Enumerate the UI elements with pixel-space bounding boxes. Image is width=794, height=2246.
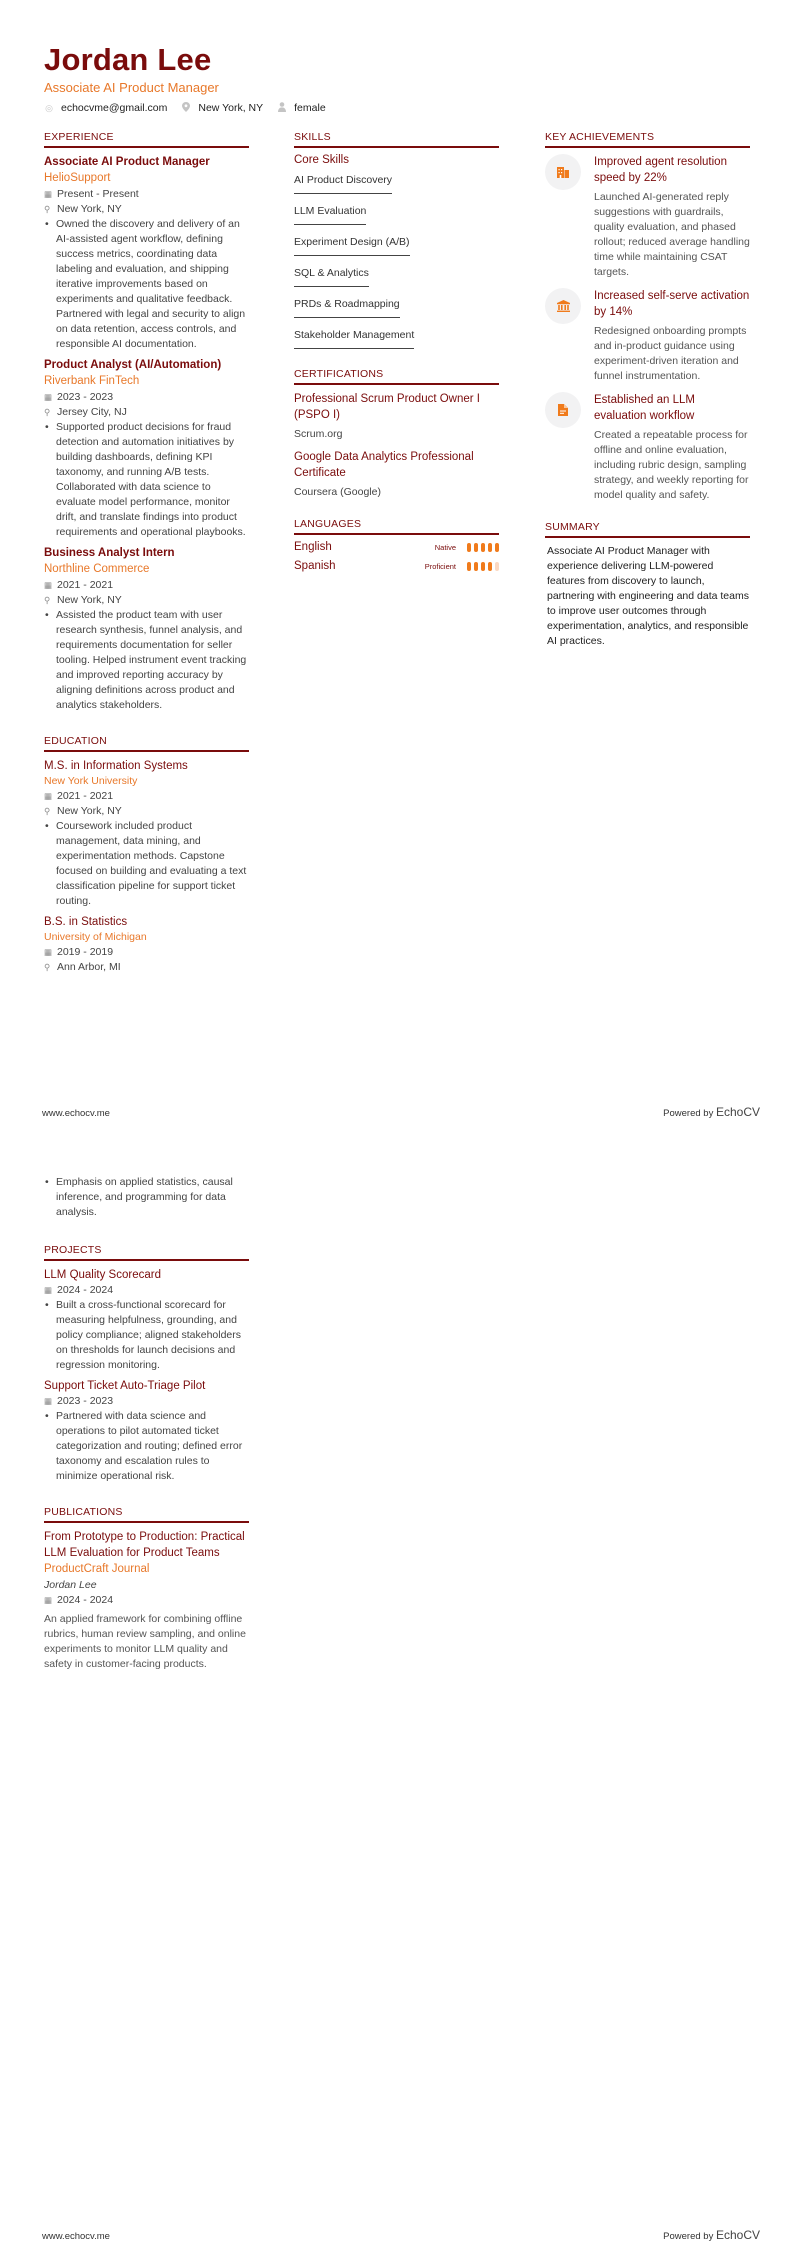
job-description: • Owned the discovery and delivery of an AI-assisted agent workflow, defining success metrics, coordinating data labeling and evaluation, and shipping iterative improvements based on experiments and qualitative feedback. Partnered with legal and security to align on data retention, access controls, and responsible AI documentation. <box>44 217 249 352</box>
calendar-icon: ▦ <box>44 791 53 801</box>
calendar-icon: ▦ <box>44 189 53 199</box>
achievement-description: Created a repeatable process for offline and online evaluation, including rubric design, sampling strategy, and weekly reporting for model quality and safety. <box>594 429 749 501</box>
edu-location: Ann Arbor, MI <box>57 961 121 973</box>
education-item <box>44 758 249 909</box>
job-dates: Present - Present <box>57 188 139 200</box>
contact-email[interactable]: ◎ echocvme@gmail.com <box>45 102 168 114</box>
section-heading-experience: EXPERIENCE <box>44 131 249 148</box>
footer-site-link[interactable]: www.echocv.me <box>42 2231 110 2242</box>
publication-dates: 2024 - 2024 <box>57 1594 114 1606</box>
language-name: Spanish <box>294 560 336 572</box>
calendar-icon: ▦ <box>44 1396 53 1406</box>
publication-author: Jordan Lee <box>44 1579 97 1591</box>
school-name: New York University <box>44 775 138 787</box>
project-description: • Partnered with data science and operations to pilot automated ticket categorization and routing; defined error taxonomy and escalation rules to minimize operational risk. <box>44 1409 249 1484</box>
project-title: LLM Quality Scorecard <box>44 1269 161 1281</box>
experience-item <box>44 545 249 713</box>
job-title: Associate AI Product Manager <box>44 156 210 168</box>
language-item <box>294 560 499 572</box>
publication-publisher: ProductCraft Journal <box>44 1563 150 1575</box>
company-name: HelioSupport <box>44 172 111 184</box>
map-pin-icon: ⚲ <box>44 806 51 816</box>
skill-item: LLM Evaluation <box>294 205 366 225</box>
certification-name: Professional Scrum Product Owner I (PSPO I) <box>294 393 480 421</box>
map-pin-icon: ⚲ <box>44 407 51 417</box>
experience-item <box>44 154 249 352</box>
project-title: Support Ticket Auto-Triage Pilot <box>44 1380 206 1392</box>
language-rating <box>464 543 499 552</box>
certification-name: Google Data Analytics Professional Certificate <box>294 451 474 479</box>
section-heading-languages: LANGUAGES <box>294 518 499 535</box>
company-name: Northline Commerce <box>44 563 150 575</box>
publication-title: From Prototype to Production: Practical LLM Evaluation for Product Teams <box>44 1531 245 1559</box>
document-icon <box>545 392 581 428</box>
resume-page-2 <box>0 1123 794 2246</box>
degree: M.S. in Information Systems <box>44 760 188 772</box>
certification-issuer: Scrum.org <box>294 428 343 440</box>
section-heading-certifications: CERTIFICATIONS <box>294 368 499 385</box>
skill-item: Stakeholder Management <box>294 329 414 349</box>
left-column-continued <box>44 1175 249 1677</box>
calendar-icon: ▦ <box>44 580 53 590</box>
school-name: University of Michigan <box>44 931 147 943</box>
contact-location: New York, NY <box>181 102 263 114</box>
achievement-title: Improved agent resolution speed by 22% <box>594 156 727 184</box>
language-level: Native <box>434 542 456 552</box>
edu-dates: 2021 - 2021 <box>57 790 114 802</box>
project-description: • Built a cross-functional scorecard for measuring helpfulness, grounding, and policy compliance; aligned stakeholders on thresholds for launch decisions and regression monitoring. <box>44 1298 249 1373</box>
language-item <box>294 541 499 553</box>
edu-dates: 2019 - 2019 <box>57 946 114 958</box>
at-icon: ◎ <box>45 102 53 113</box>
calendar-icon: ▦ <box>44 1595 53 1605</box>
contact-gender: female <box>277 102 326 114</box>
calendar-icon: ▦ <box>44 1285 53 1295</box>
job-dates: 2023 - 2023 <box>57 391 114 403</box>
education-item <box>44 914 249 975</box>
publication-description: An applied framework for combining offline rubrics, human review sampling, and online experiments to monitor LLM quality and safety in customer-facing products. <box>44 1613 246 1670</box>
map-pin-icon: ⚲ <box>44 595 51 605</box>
edu-description: • Emphasis on applied statistics, causal inference, and programming for data analysis. <box>44 1175 249 1220</box>
achievement-description: Launched AI-generated reply suggestions with guardrails, quality evaluation, and phased rollout; reduced average handling time while maintaining CSAT targets. <box>594 191 750 278</box>
page-footer <box>42 1105 760 1119</box>
brand-logo[interactable]: EchoCV <box>715 1105 760 1119</box>
brand-logo[interactable]: EchoCV <box>715 2228 760 2242</box>
achievement-item <box>545 288 750 384</box>
candidate-name: Jordan Lee <box>44 42 212 77</box>
project-item <box>44 1267 249 1373</box>
job-title: Product Analyst (AI/Automation) <box>44 359 222 371</box>
section-heading-achievements: KEY ACHIEVEMENTS <box>545 131 750 148</box>
job-description: • Assisted the product team with user research synthesis, funnel analysis, and requirements documentation for seller tooling. Helped instrument event tracking and improved reporting accuracy by aligning definitions across product and analytics stakeholders. <box>44 608 249 713</box>
achievement-title: Increased self-serve activation by 14% <box>594 290 750 318</box>
job-location: New York, NY <box>57 594 122 606</box>
section-heading-education: EDUCATION <box>44 735 249 752</box>
footer-site-link[interactable]: www.echocv.me <box>42 1108 110 1119</box>
experience-item <box>44 357 249 540</box>
project-dates: 2023 - 2023 <box>57 1395 114 1407</box>
edu-location: New York, NY <box>57 805 122 817</box>
left-column <box>44 131 249 980</box>
contact-row <box>44 102 340 114</box>
building-icon <box>545 154 581 190</box>
project-item <box>44 1378 249 1484</box>
summary-text: Associate AI Product Manager with experience delivering LLM-powered features from discovery to launch, partnering with engineering and data teams to improve user outcomes through experimentation, analytics, and responsible AI practices. <box>547 545 749 647</box>
footer-powered-by: Powered by EchoCV <box>663 2228 760 2242</box>
job-description: • Supported product decisions for fraud detection and automation initiatives by building dashboards, defining KPI taxonomy, and running A/B tests. Collaborated with data science to evaluate model performance, monitor drift, and translate findings into product requirements and operational playbooks. <box>44 420 249 540</box>
skill-group-title: Core Skills <box>294 154 349 166</box>
candidate-title: Associate AI Product Manager <box>44 80 219 95</box>
skill-item: PRDs & Roadmapping <box>294 298 400 318</box>
job-dates: 2021 - 2021 <box>57 579 114 591</box>
page-footer <box>42 2228 760 2242</box>
skill-item: SQL & Analytics <box>294 267 369 287</box>
job-location: New York, NY <box>57 203 122 215</box>
bank-icon <box>545 288 581 324</box>
map-pin-icon <box>181 102 191 114</box>
skill-item: Experiment Design (A/B) <box>294 236 410 256</box>
achievement-item <box>545 154 750 280</box>
middle-column <box>294 131 499 579</box>
edu-description: • Coursework included product management, data mining, and experimentation methods. Capstone focused on building and evaluating a text classification pipeline for support ticket routing. <box>44 819 249 909</box>
achievement-item <box>545 392 750 503</box>
publication-item <box>44 1529 249 1672</box>
job-location: Jersey City, NJ <box>57 406 127 418</box>
language-level: Proficient <box>424 561 456 571</box>
person-icon <box>277 102 287 114</box>
calendar-icon: ▦ <box>44 392 53 402</box>
map-pin-icon: ⚲ <box>44 962 51 972</box>
certification-issuer: Coursera (Google) <box>294 486 381 498</box>
company-name: Riverbank FinTech <box>44 375 140 387</box>
achievement-title: Established an LLM evaluation workflow <box>594 394 696 422</box>
section-heading-summary: SUMMARY <box>545 521 750 538</box>
language-rating <box>464 562 499 571</box>
right-column <box>545 131 750 649</box>
resume-header <box>44 42 340 114</box>
achievement-description: Redesigned onboarding prompts and in-product guidance using experiment-driven iteration and funnel instrumentation. <box>594 325 747 382</box>
job-title: Business Analyst Intern <box>44 547 175 559</box>
footer-powered-by: Powered by EchoCV <box>663 1105 760 1119</box>
section-heading-skills: SKILLS <box>294 131 499 148</box>
degree: B.S. in Statistics <box>44 916 128 928</box>
map-pin-icon: ⚲ <box>44 204 51 214</box>
calendar-icon: ▦ <box>44 947 53 957</box>
project-dates: 2024 - 2024 <box>57 1284 114 1296</box>
skill-item: AI Product Discovery <box>294 174 392 194</box>
language-name: English <box>294 541 332 553</box>
section-heading-publications: PUBLICATIONS <box>44 1506 249 1523</box>
section-heading-projects: PROJECTS <box>44 1244 249 1261</box>
